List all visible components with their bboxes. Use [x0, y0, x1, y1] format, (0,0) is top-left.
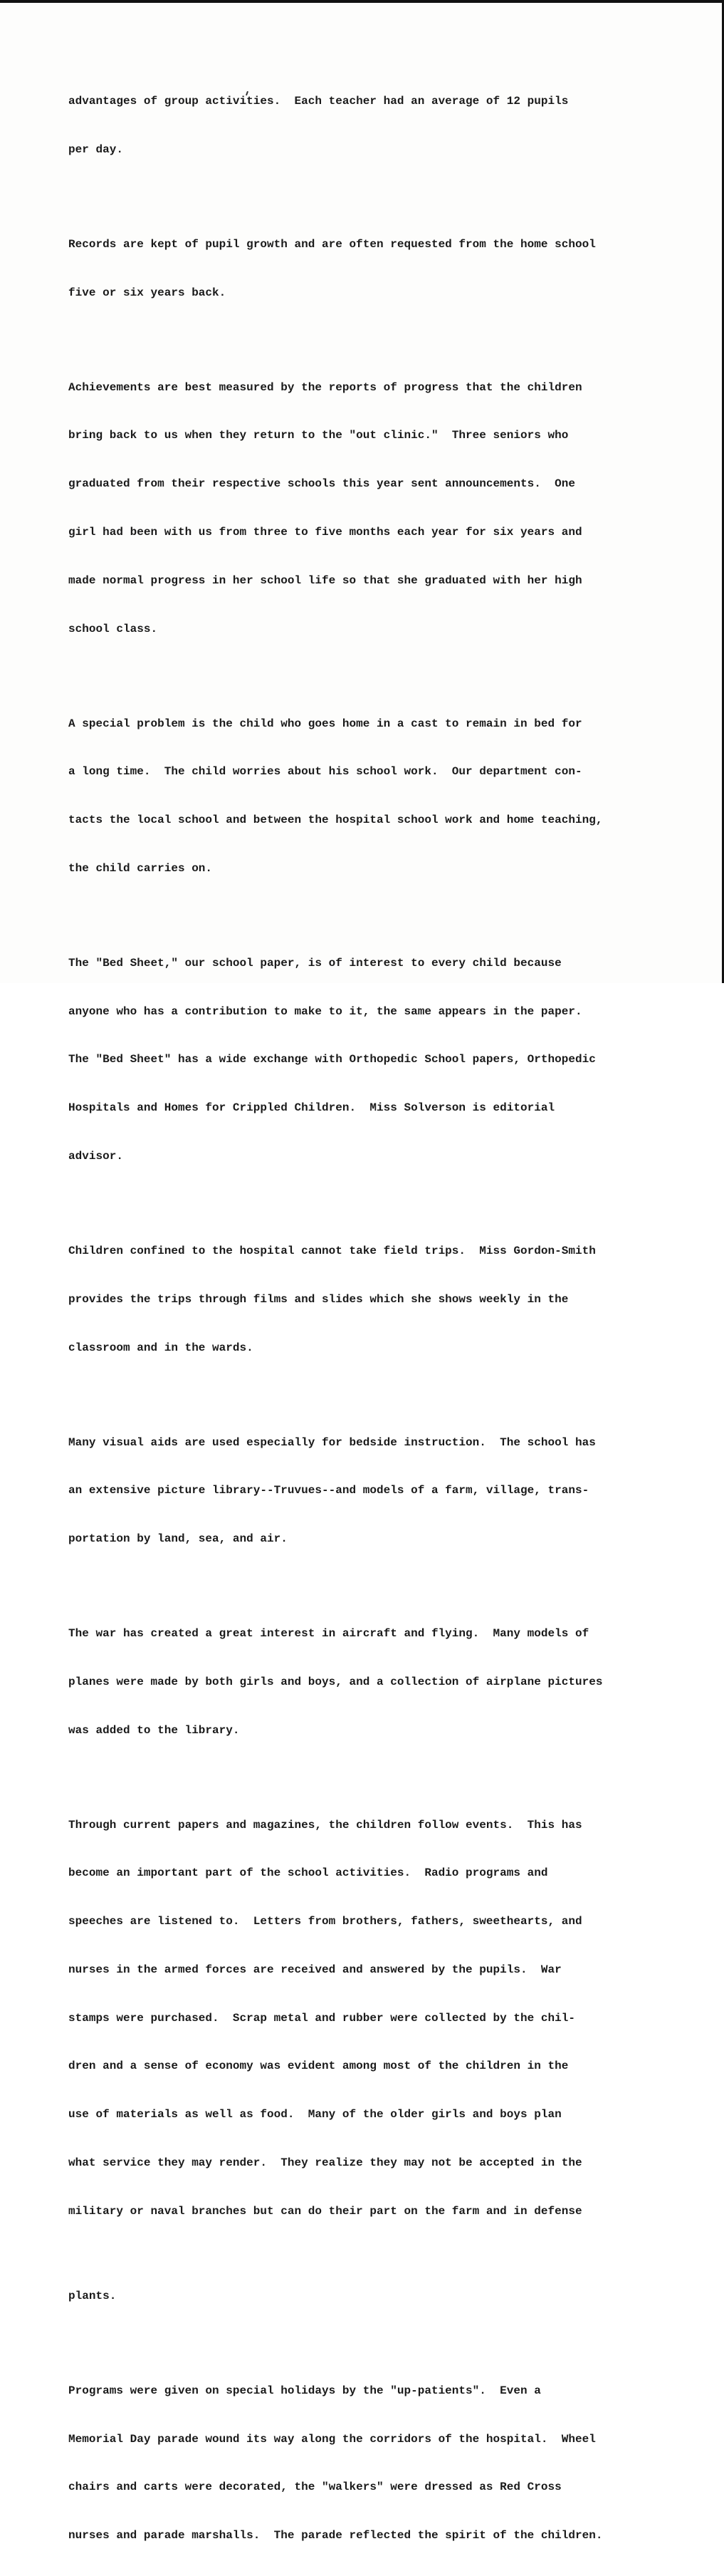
paragraph-field-trips — [68, 1211, 671, 1388]
text-line: plants. — [68, 2289, 117, 2302]
text-line: Through current papers and magazines, the children follow events. This has — [68, 1818, 582, 1832]
text-line: planes were made by both girls and boys, and a collection of airplane pictures — [68, 1675, 603, 1688]
text-line: chairs and carts were decorated, the "walkers" were dressed as Red Cross — [68, 2481, 562, 2494]
text-line: school class. — [68, 622, 158, 635]
text-line: graduated from their respective schools this year sent announcements. One — [68, 477, 575, 491]
line-gap — [68, 2252, 671, 2256]
paragraph-special-problem — [68, 683, 671, 908]
text-line: made normal progress in her school life so that she graduated with her high — [68, 573, 582, 587]
scan-border-top — [0, 0, 724, 3]
text-line: A special problem is the child who goes home in a cast to remain in bed for — [68, 717, 582, 730]
text-line: what service they may render. They realize they may not be accepted in the — [68, 2156, 582, 2170]
paragraph-visual-aids — [68, 1402, 671, 1579]
text-line: girl had been with us from three to five months each year for six years and — [68, 526, 582, 539]
paragraph-group-activities — [68, 61, 671, 190]
text-line: a long time. The child worries about his school work. Our department con- — [68, 765, 582, 779]
text-line: become an important part of the school activities. Radio programs and — [68, 1866, 548, 1880]
text-line: Programs were given on special holidays by the "up-patients". Even a — [68, 2384, 541, 2397]
text-line: Many visual aids are used especially for bedside instruction. The school has — [68, 1435, 596, 1449]
text-line: Children confined to the hospital cannot take field trips. Miss Gordon-Smith — [68, 1244, 596, 1257]
paragraph-bed-sheet — [68, 923, 671, 1197]
typewritten-body — [68, 61, 671, 2576]
text-line: the child carries on. — [68, 861, 213, 875]
text-line: tacts the local school and between the hospital school work and home teaching, — [68, 814, 603, 827]
text-line: an extensive picture library--Truvues--and models of a farm, village, trans- — [68, 1484, 589, 1497]
text-line: Memorial Day parade wound its way along the corridors of the hospital. Wheel — [68, 2432, 596, 2446]
text-line: Records are kept of pupil growth and are often requested from the home school — [68, 237, 596, 251]
paragraph-records — [68, 204, 671, 333]
text-line: provides the trips through films and slides which she shows weekly in the — [68, 1292, 569, 1306]
text-line: nurses in the armed forces are received and answered by the pupils. War — [68, 1963, 562, 1976]
text-line: per day. — [68, 142, 123, 156]
text-line: use of materials as well as food. Many of the older girls and boys plan — [68, 2108, 562, 2121]
text-line: five or six years back. — [68, 286, 226, 299]
text-line: classroom and in the wards. — [68, 1341, 253, 1354]
text-line: nurses and parade marshalls. The parade reflected the spirit of the children. — [68, 2529, 603, 2543]
text-line: stamps were purchased. Scrap metal and rubber were collected by the chil- — [68, 2011, 575, 2025]
text-line: Achievements are best measured by the reports of progress that the children — [68, 380, 582, 394]
paragraph-current-events — [68, 1785, 671, 2336]
text-line: anyone who has a contribution to make to it, the same appears in the paper. — [68, 1004, 582, 1018]
text-line: The "Bed Sheet," our school paper, is of interest to every child because — [68, 956, 562, 970]
text-line: The "Bed Sheet" has a wide exchange with Orthopedic School papers, Orthopedic — [68, 1053, 596, 1066]
text-line: military or naval branches but can do their part on the farm and in defense — [68, 2204, 582, 2218]
text-line: advisor. — [68, 1150, 123, 1163]
text-line: advantages of group activities. Each teacher had an average of 12 pupils — [68, 95, 569, 108]
text-line: Hospitals and Homes for Crippled Children. Miss Solverson is editorial — [68, 1101, 555, 1115]
text-line: speeches are listened to. Letters from brothers, fathers, sweethearts, and — [68, 1915, 582, 1928]
paragraph-aircraft — [68, 1594, 671, 1771]
text-line: bring back to us when they return to the "out clinic." Three seniors who — [68, 429, 569, 442]
text-line: dren and a sense of economy was evident among most of the children in the — [68, 2060, 569, 2073]
paragraph-programs — [68, 2351, 671, 2576]
paragraph-achievements — [68, 348, 671, 670]
text-line: was added to the library. — [68, 1723, 240, 1737]
text-line: portation by land, sea, and air. — [68, 1532, 288, 1546]
text-line: The war has created a great interest in aircraft and flying. Many models of — [68, 1627, 589, 1641]
